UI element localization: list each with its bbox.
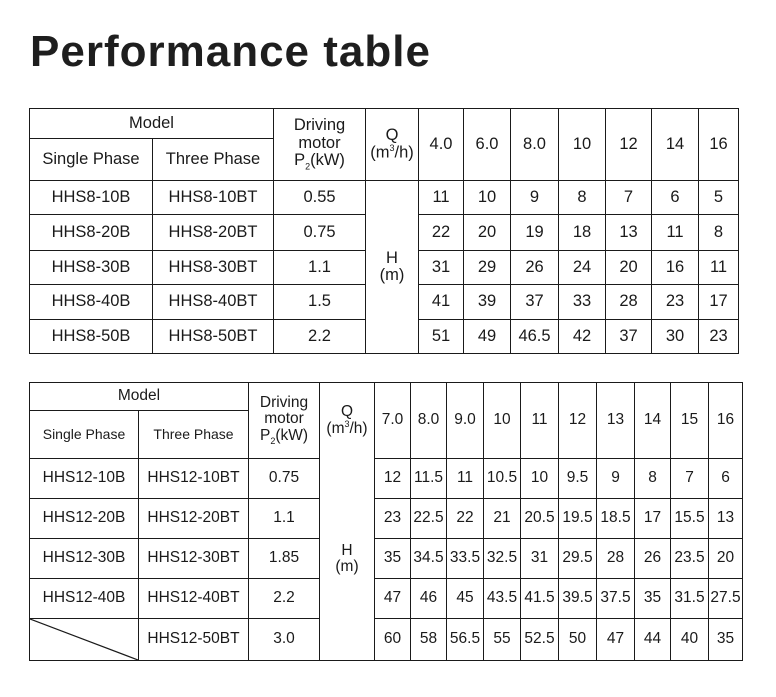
head-value: 8 [635, 459, 671, 499]
model-header: Model [30, 383, 249, 411]
head-value: 21 [484, 499, 521, 539]
head-value: 24 [559, 251, 606, 285]
table-row [30, 499, 743, 539]
motor-power: 2.2 [274, 320, 366, 354]
motor-power: 1.5 [274, 285, 366, 320]
flow-unit-close: /h) [349, 420, 368, 438]
head-header [320, 459, 375, 661]
head-value: 16 [652, 251, 699, 285]
flow-value-header: 12 [559, 383, 597, 459]
head-value: 23.5 [671, 539, 709, 579]
flow-value-header: 12 [606, 109, 652, 181]
head-value: 42 [559, 320, 606, 354]
power-unit: (kW) [310, 150, 345, 169]
single-phase-model: HHS8-10B [30, 181, 153, 215]
head-value: 29.5 [559, 539, 597, 579]
three-phase-model: HHS8-20BT [153, 215, 274, 251]
power-label: P [259, 426, 271, 444]
head-value: 30 [652, 320, 699, 354]
three-phase-model: HHS8-10BT [153, 181, 274, 215]
head-value: 7 [606, 181, 652, 215]
three-phase-model: HHS8-50BT [153, 320, 274, 354]
head-value: 34.5 [411, 539, 447, 579]
head-value: 9 [511, 181, 559, 215]
flow-value-header: 16 [709, 383, 743, 459]
power-label: P [294, 150, 306, 169]
head-value: 22 [419, 215, 464, 251]
motor-power: 2.2 [249, 579, 320, 619]
head-value: 55 [484, 619, 521, 661]
empty-diagonal-cell [30, 619, 139, 661]
head-value: 5 [699, 181, 739, 215]
head-value: 8 [559, 181, 606, 215]
head-label: H [341, 541, 353, 559]
head-value: 52.5 [521, 619, 559, 661]
page-title: Performance table [30, 27, 431, 76]
flow-value-header: 11 [521, 383, 559, 459]
three-phase-model: HHS12-30BT [139, 539, 249, 579]
head-value: 31.5 [671, 579, 709, 619]
single-phase-model: HHS12-20B [30, 499, 139, 539]
flow-unit-sup: 3 [344, 419, 350, 430]
table-row [30, 459, 743, 499]
single-phase-model: HHS12-30B [30, 539, 139, 579]
head-value: 31 [521, 539, 559, 579]
head-value: 46 [411, 579, 447, 619]
head-value: 40 [671, 619, 709, 661]
head-value: 18.5 [597, 499, 635, 539]
three-phase-header: Three Phase [139, 411, 249, 459]
head-value: 15.5 [671, 499, 709, 539]
head-value: 8 [699, 215, 739, 251]
head-value: 22.5 [411, 499, 447, 539]
head-value: 46.5 [511, 320, 559, 354]
head-value: 9 [597, 459, 635, 499]
model-header: Model [30, 109, 274, 139]
head-value: 11 [652, 215, 699, 251]
head-value: 13 [606, 215, 652, 251]
single-phase-model: HHS12-10B [30, 459, 139, 499]
head-value: 27.5 [709, 579, 743, 619]
motor-power: 0.75 [274, 215, 366, 251]
three-phase-header: Three Phase [153, 139, 274, 181]
diagonal-line [30, 619, 138, 660]
head-value: 35 [635, 579, 671, 619]
single-phase-header: Single Phase [30, 139, 153, 181]
flow-value-header: 15 [671, 383, 709, 459]
three-phase-model: HHS8-30BT [153, 251, 274, 285]
flow-value-header: 7.0 [375, 383, 411, 459]
flow-unit-open: (m [370, 143, 390, 162]
single-phase-model: HHS8-20B [30, 215, 153, 251]
head-value: 31 [419, 251, 464, 285]
head-value: 44 [635, 619, 671, 661]
single-phase-model: HHS8-40B [30, 285, 153, 320]
head-value: 9.5 [559, 459, 597, 499]
flow-value-header: 10 [559, 109, 606, 181]
table-row [30, 181, 739, 215]
single-phase-header: Single Phase [30, 411, 139, 459]
head-value: 37 [511, 285, 559, 320]
head-value: 10.5 [484, 459, 521, 499]
head-value: 28 [597, 539, 635, 579]
motor-power: 1.1 [249, 499, 320, 539]
driving-motor-header [249, 383, 320, 459]
head-value: 23 [652, 285, 699, 320]
flow-value-header: 13 [597, 383, 635, 459]
flow-unit-open: (m [326, 420, 345, 438]
head-value: 11 [699, 251, 739, 285]
head-unit: (m) [379, 266, 405, 284]
head-value: 35 [709, 619, 743, 661]
flow-value-header: 8.0 [511, 109, 559, 181]
power-subscript: 2 [270, 435, 276, 446]
head-value: 18 [559, 215, 606, 251]
head-value: 60 [375, 619, 411, 661]
head-value: 20 [464, 215, 511, 251]
flow-value-header: 16 [699, 109, 739, 181]
head-value: 33 [559, 285, 606, 320]
head-unit: (m) [335, 558, 359, 576]
flow-header [366, 109, 419, 181]
performance-table-hhs8 [29, 108, 739, 354]
head-value: 11 [419, 181, 464, 215]
head-value: 19.5 [559, 499, 597, 539]
head-value: 7 [671, 459, 709, 499]
head-value: 47 [375, 579, 411, 619]
head-value: 50 [559, 619, 597, 661]
head-header [366, 181, 419, 354]
motor-power: 0.75 [249, 459, 320, 499]
table-row [30, 619, 743, 661]
flow-value-header: 6.0 [464, 109, 511, 181]
head-value: 22 [447, 499, 484, 539]
table-row [30, 579, 743, 619]
flow-header [320, 383, 375, 459]
head-value: 6 [652, 181, 699, 215]
head-value: 29 [464, 251, 511, 285]
three-phase-model: HHS12-10BT [139, 459, 249, 499]
head-value: 41.5 [521, 579, 559, 619]
head-value: 56.5 [447, 619, 484, 661]
head-value: 20 [709, 539, 743, 579]
head-value: 33.5 [447, 539, 484, 579]
head-value: 28 [606, 285, 652, 320]
head-value: 13 [709, 499, 743, 539]
performance-table-hhs12 [29, 382, 743, 661]
head-value: 17 [699, 285, 739, 320]
single-phase-model: HHS8-30B [30, 251, 153, 285]
head-value: 19 [511, 215, 559, 251]
head-value: 23 [375, 499, 411, 539]
head-value: 51 [419, 320, 464, 354]
head-value: 39.5 [559, 579, 597, 619]
head-value: 6 [709, 459, 743, 499]
head-value: 49 [464, 320, 511, 354]
head-value: 26 [511, 251, 559, 285]
motor-label: motor [264, 410, 304, 428]
three-phase-model: HHS8-40BT [153, 285, 274, 320]
head-value: 11 [447, 459, 484, 499]
three-phase-model: HHS12-50BT [139, 619, 249, 661]
motor-label: motor [298, 133, 341, 152]
head-value: 47 [597, 619, 635, 661]
single-phase-model: HHS8-50B [30, 320, 153, 354]
motor-power: 3.0 [249, 619, 320, 661]
driving-label: Driving [259, 393, 309, 411]
head-value: 23 [699, 320, 739, 354]
head-value: 32.5 [484, 539, 521, 579]
head-value: 11.5 [411, 459, 447, 499]
head-value: 39 [464, 285, 511, 320]
motor-power: 1.85 [249, 539, 320, 579]
flow-value-header: 9.0 [447, 383, 484, 459]
head-value: 43.5 [484, 579, 521, 619]
power-subscript: 2 [305, 161, 311, 172]
head-value: 20.5 [521, 499, 559, 539]
head-value: 45 [447, 579, 484, 619]
motor-power: 1.1 [274, 251, 366, 285]
power-unit: (kW) [275, 426, 309, 444]
head-value: 37 [606, 320, 652, 354]
flow-unit-sup: 3 [389, 143, 395, 154]
head-value: 35 [375, 539, 411, 579]
head-value: 41 [419, 285, 464, 320]
table-row [30, 539, 743, 579]
flow-value-header: 10 [484, 383, 521, 459]
flow-value-header: 14 [652, 109, 699, 181]
head-value: 12 [375, 459, 411, 499]
head-label: H [386, 248, 398, 267]
driving-label: Driving [293, 116, 346, 135]
single-phase-model: HHS12-40B [30, 579, 139, 619]
three-phase-model: HHS12-40BT [139, 579, 249, 619]
driving-motor-header [274, 109, 366, 181]
flow-value-header: 8.0 [411, 383, 447, 459]
head-value: 10 [521, 459, 559, 499]
head-value: 17 [635, 499, 671, 539]
flow-unit-close: /h) [394, 143, 414, 162]
head-value: 20 [606, 251, 652, 285]
head-value: 26 [635, 539, 671, 579]
flow-label: Q [385, 125, 399, 144]
motor-power: 0.55 [274, 181, 366, 215]
flow-value-header: 14 [635, 383, 671, 459]
three-phase-model: HHS12-20BT [139, 499, 249, 539]
flow-label: Q [340, 402, 354, 420]
head-value: 37.5 [597, 579, 635, 619]
flow-value-header: 4.0 [419, 109, 464, 181]
head-value: 10 [464, 181, 511, 215]
head-value: 58 [411, 619, 447, 661]
